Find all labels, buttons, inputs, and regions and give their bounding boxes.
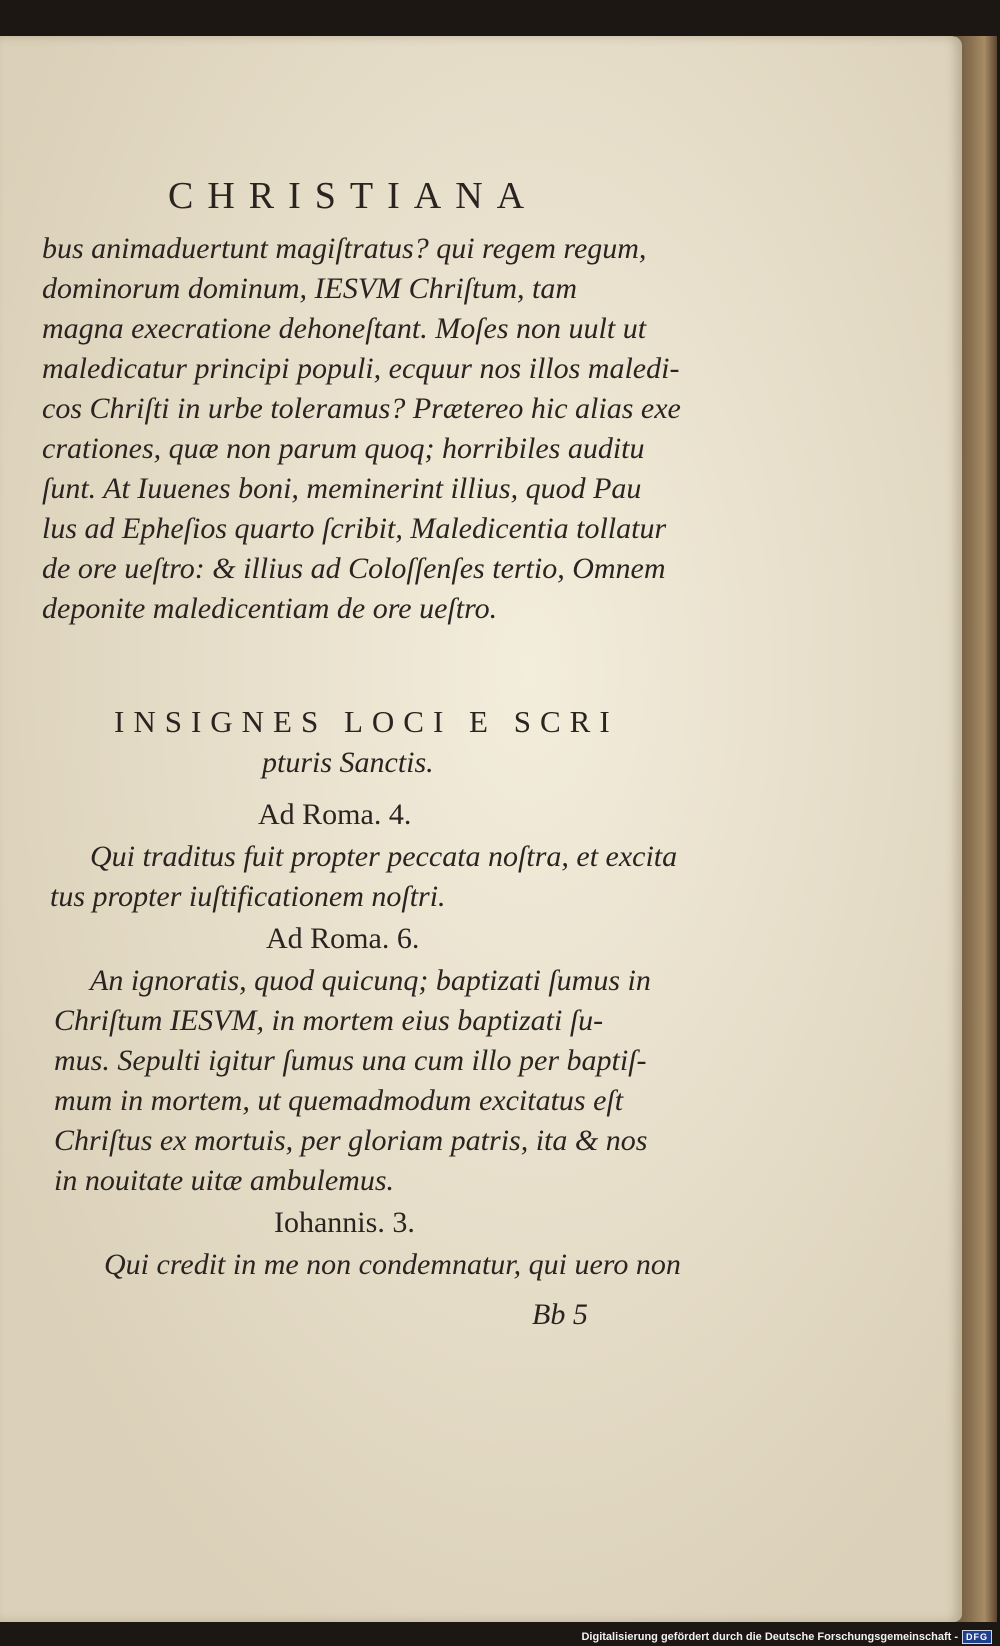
book-page [0,36,962,1622]
verse-line: An ignoratis, quod quicunq; baptizati ſumus in [90,964,651,997]
verse-line: Qui credit in me non condemnatur, qui uero non [104,1248,681,1281]
scripture-reference: Iohannis. 3. [274,1206,415,1239]
scripture-reference: Ad Roma. 6. [266,922,420,955]
verse-line: in nouitate uitæ ambulemus. [54,1164,394,1197]
digitization-credit [581,1630,992,1644]
section-subtitle: pturis Sanctis. [262,746,434,779]
text-line: deponite maledicentiam de ore ueſtro. [42,592,498,625]
verse-line: tus propter iuſtificationem noſtri. [50,880,446,913]
signature-mark: Bb 5 [532,1298,588,1331]
verse-line: Qui traditus fuit propter peccata noſtra, et excita [90,840,678,873]
text-line: ſunt. At Iuuenes boni, meminerint illius, quod Pau [42,472,642,505]
text-line: bus animaduertunt magiſtratus? qui regem regum, [42,232,647,265]
text-line: magna execratione dehoneſtant. Moſes non uult ut [42,312,647,345]
text-line: crationes, quæ non parum quoq; horribiles auditu [42,432,645,465]
credit-text: Digitalisierung gefördert durch die Deutsche Forschungsgemeinschaft - [581,1631,958,1643]
text-line: de ore ueſtro: & illius ad Coloſſenſes tertio, Omnem [42,552,666,585]
scripture-reference: Ad Roma. 4. [258,798,412,831]
text-line: cos Chriſti in urbe toleramus? Prætereo hic alias exe [42,392,681,425]
text-line: dominorum dominum, IESVM Chriſtum, tam [42,272,577,305]
text-line: maledicatur principi populi, ecquur nos illos maledi- [42,352,680,385]
text-line: lus ad Epheſios quarto ſcribit, Maledicentia tollatur [42,512,667,545]
dfg-logo-icon: DFG [962,1630,992,1644]
verse-line: mus. Sepulti igitur ſumus una cum illo per baptiſ- [54,1044,647,1077]
verse-line: Chriſtus ex mortuis, per gloriam patris, ita & nos [54,1124,648,1157]
section-title: INSIGNES LOCI E SCRI [114,704,619,739]
verse-line: mum in mortem, ut quemadmodum excitatus eſt [54,1084,624,1117]
running-head: CHRISTIANA [168,175,539,217]
verse-line: Chriſtum IESVM, in mortem eius baptizati ſu- [54,1004,604,1037]
